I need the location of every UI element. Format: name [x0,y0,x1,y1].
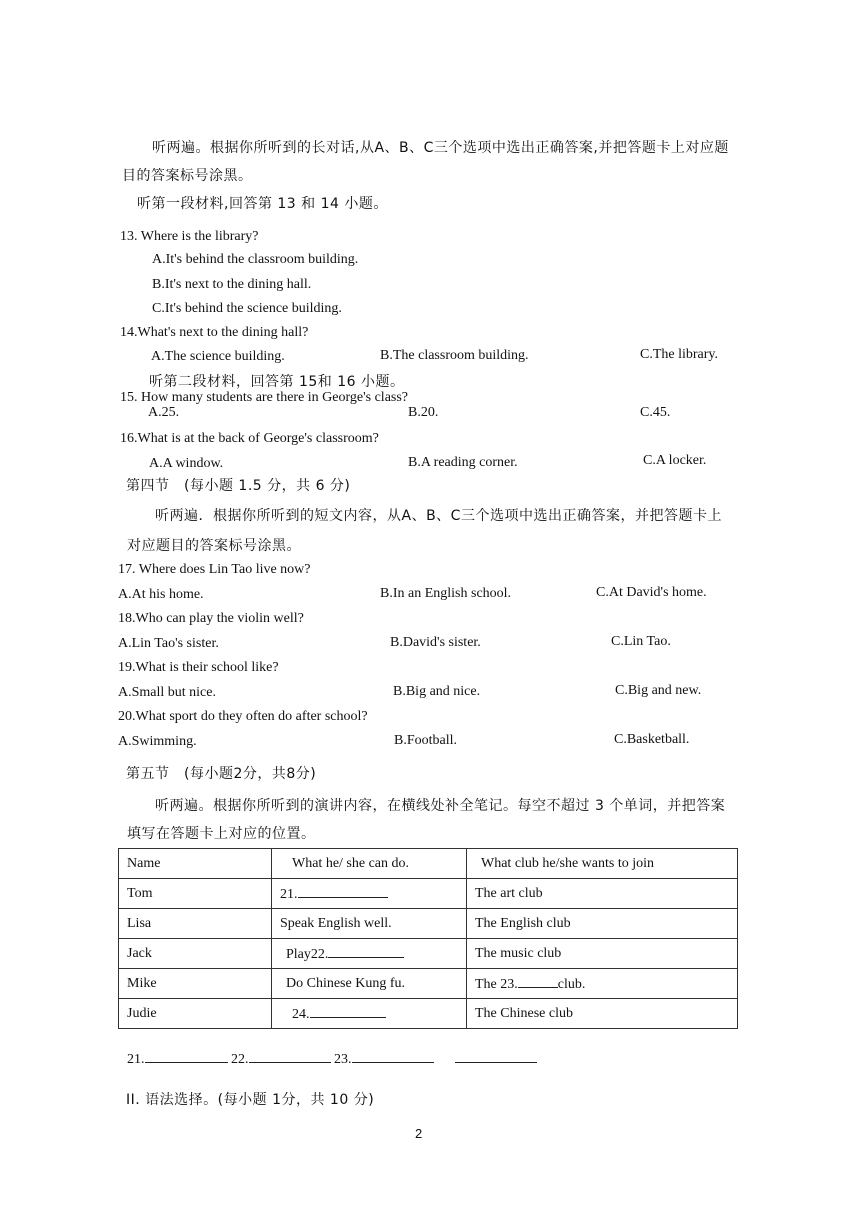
q14-option-a: A.The science building. [151,349,285,364]
q20-option-a: A.Swimming. [118,734,197,749]
table-cell-club: The art club [467,879,738,909]
q19-option-b: B.Big and nice. [393,684,481,699]
table-cell-name: Lisa [119,909,272,939]
q19-question: 19.What is their school like? [118,660,279,675]
section5-instruction-line1: 听两遍。根据你所听到的演讲内容，在横线处补全笔记。每空不超过 3 个单词，并把答案 [155,798,726,814]
section4-instruction-line2: 对应题目的答案标号涂黑。 [127,538,301,554]
q20-option-b: B.Football. [394,733,458,748]
answer-21-label: 21. [127,1052,145,1067]
blank-24-label: 24. [292,1006,310,1022]
q16-option-b: B.A reading corner. [408,455,518,470]
answer-21-blank[interactable] [145,1050,228,1063]
q17-option-c: C.At David's home. [596,585,707,600]
section4-instruction-line1: 听两遍．根据你所听到的短文内容，从A、B、C三个选项中选出正确答案，并把答题卡上 [155,508,722,524]
blank-21-label: 21. [280,886,298,902]
q18-option-b: B.David's sister. [390,635,481,650]
blank-22[interactable] [328,945,404,958]
q17-option-b: B.In an English school. [380,586,512,601]
q16-question: 16.What is at the back of George's classroom? [120,431,379,446]
answer-24-blank[interactable] [455,1050,537,1063]
blank-22-label: Play22. [286,946,329,962]
q13-option-c: C.It's behind the science building. [152,301,342,316]
answer-22-blank[interactable] [249,1050,331,1063]
table-row [119,999,738,1029]
table-cell-can-do [272,939,467,969]
q16-option-c: C.A locker. [643,453,707,468]
table-row [119,969,738,999]
table-cell-can-do [272,879,467,909]
table-cell-can-do: Speak English well. [272,909,467,939]
table-header-row [119,849,738,879]
section5-instruction-line2: 填写在答题卡上对应的位置。 [127,826,316,842]
table-cell-name: Judie [119,999,272,1029]
table-header-club: What club he/she wants to join [467,849,738,879]
table-cell-club: The English club [467,909,738,939]
section3-instruction-line1: 听两遍。根据你所听到的长对话,从A、B、C三个选项中选出正确答案,并把答题卡上对应题 [152,140,729,156]
q15-option-b: B.20. [408,405,439,420]
table-header-can-do: What he/ she can do. [272,849,467,879]
blank-23[interactable] [518,975,558,988]
club-suffix: club. [557,976,586,992]
q20-option-c: C.Basketball. [614,732,690,747]
table-cell-can-do [272,999,467,1029]
table-cell-name: Tom [119,879,272,909]
q19-option-a: A.Small but nice. [118,685,216,700]
section3-instruction-line2: 目的答案标号涂黑。 [122,168,253,184]
table-row [119,939,738,969]
q17-option-a: A.At his home. [118,587,204,602]
q15-option-c: C.45. [640,405,671,420]
material2-intro: 听第二段材料，回答第 15和 16 小题。 [149,374,405,390]
q17-question: 17. Where does Lin Tao live now? [118,562,311,577]
answer-line [127,1050,537,1068]
blank-24[interactable] [310,1005,386,1018]
page-number: 2 [415,1126,423,1141]
q14-option-b: B.The classroom building. [380,348,529,363]
q13-option-a: A.It's behind the classroom building. [152,252,359,267]
section4-heading: 第四节 (每小题 1.5 分，共 6 分) [126,478,351,494]
table-header-name: Name [119,849,272,879]
table-cell-club [467,969,738,999]
table-row [119,879,738,909]
q18-option-c: C.Lin Tao. [611,634,671,649]
table-cell-name: Mike [119,969,272,999]
table-row [119,909,738,939]
q20-question: 20.What sport do they often do after school? [118,709,368,724]
q19-option-c: C.Big and new. [615,683,702,698]
table-cell-club: The music club [467,939,738,969]
section5-heading: 第五节 (每小题2分，共8分) [126,766,317,782]
table-cell-club: The Chinese club [467,999,738,1029]
blank-23-label: The 23. [475,976,518,992]
notes-table [118,848,738,1029]
q18-question: 18.Who can play the violin well? [118,611,304,626]
q15-option-a: A.25. [148,405,180,420]
blank-21[interactable] [298,885,388,898]
answer-22-label: 22. [231,1052,249,1067]
material1-intro: 听第一段材料,回答第 13 和 14 小题。 [137,196,388,212]
q15-question: 15. How many students are there in George's class? [120,390,409,405]
table-cell-can-do: Do Chinese Kung fu. [272,969,467,999]
answer-23-blank[interactable] [352,1050,434,1063]
q14-question: 14.What's next to the dining hall? [120,325,309,340]
answer-23-label: 23. [334,1052,352,1067]
q13-option-b: B.It's next to the dining hall. [152,277,312,292]
q14-option-c: C.The library. [640,347,719,362]
q13-question: 13. Where is the library? [120,229,259,244]
q16-option-a: A.A window. [149,456,224,471]
part2-heading: II. 语法选择。(每小题 1分，共 10 分) [126,1092,375,1108]
q18-option-a: A.Lin Tao's sister. [118,636,219,651]
table-cell-name: Jack [119,939,272,969]
